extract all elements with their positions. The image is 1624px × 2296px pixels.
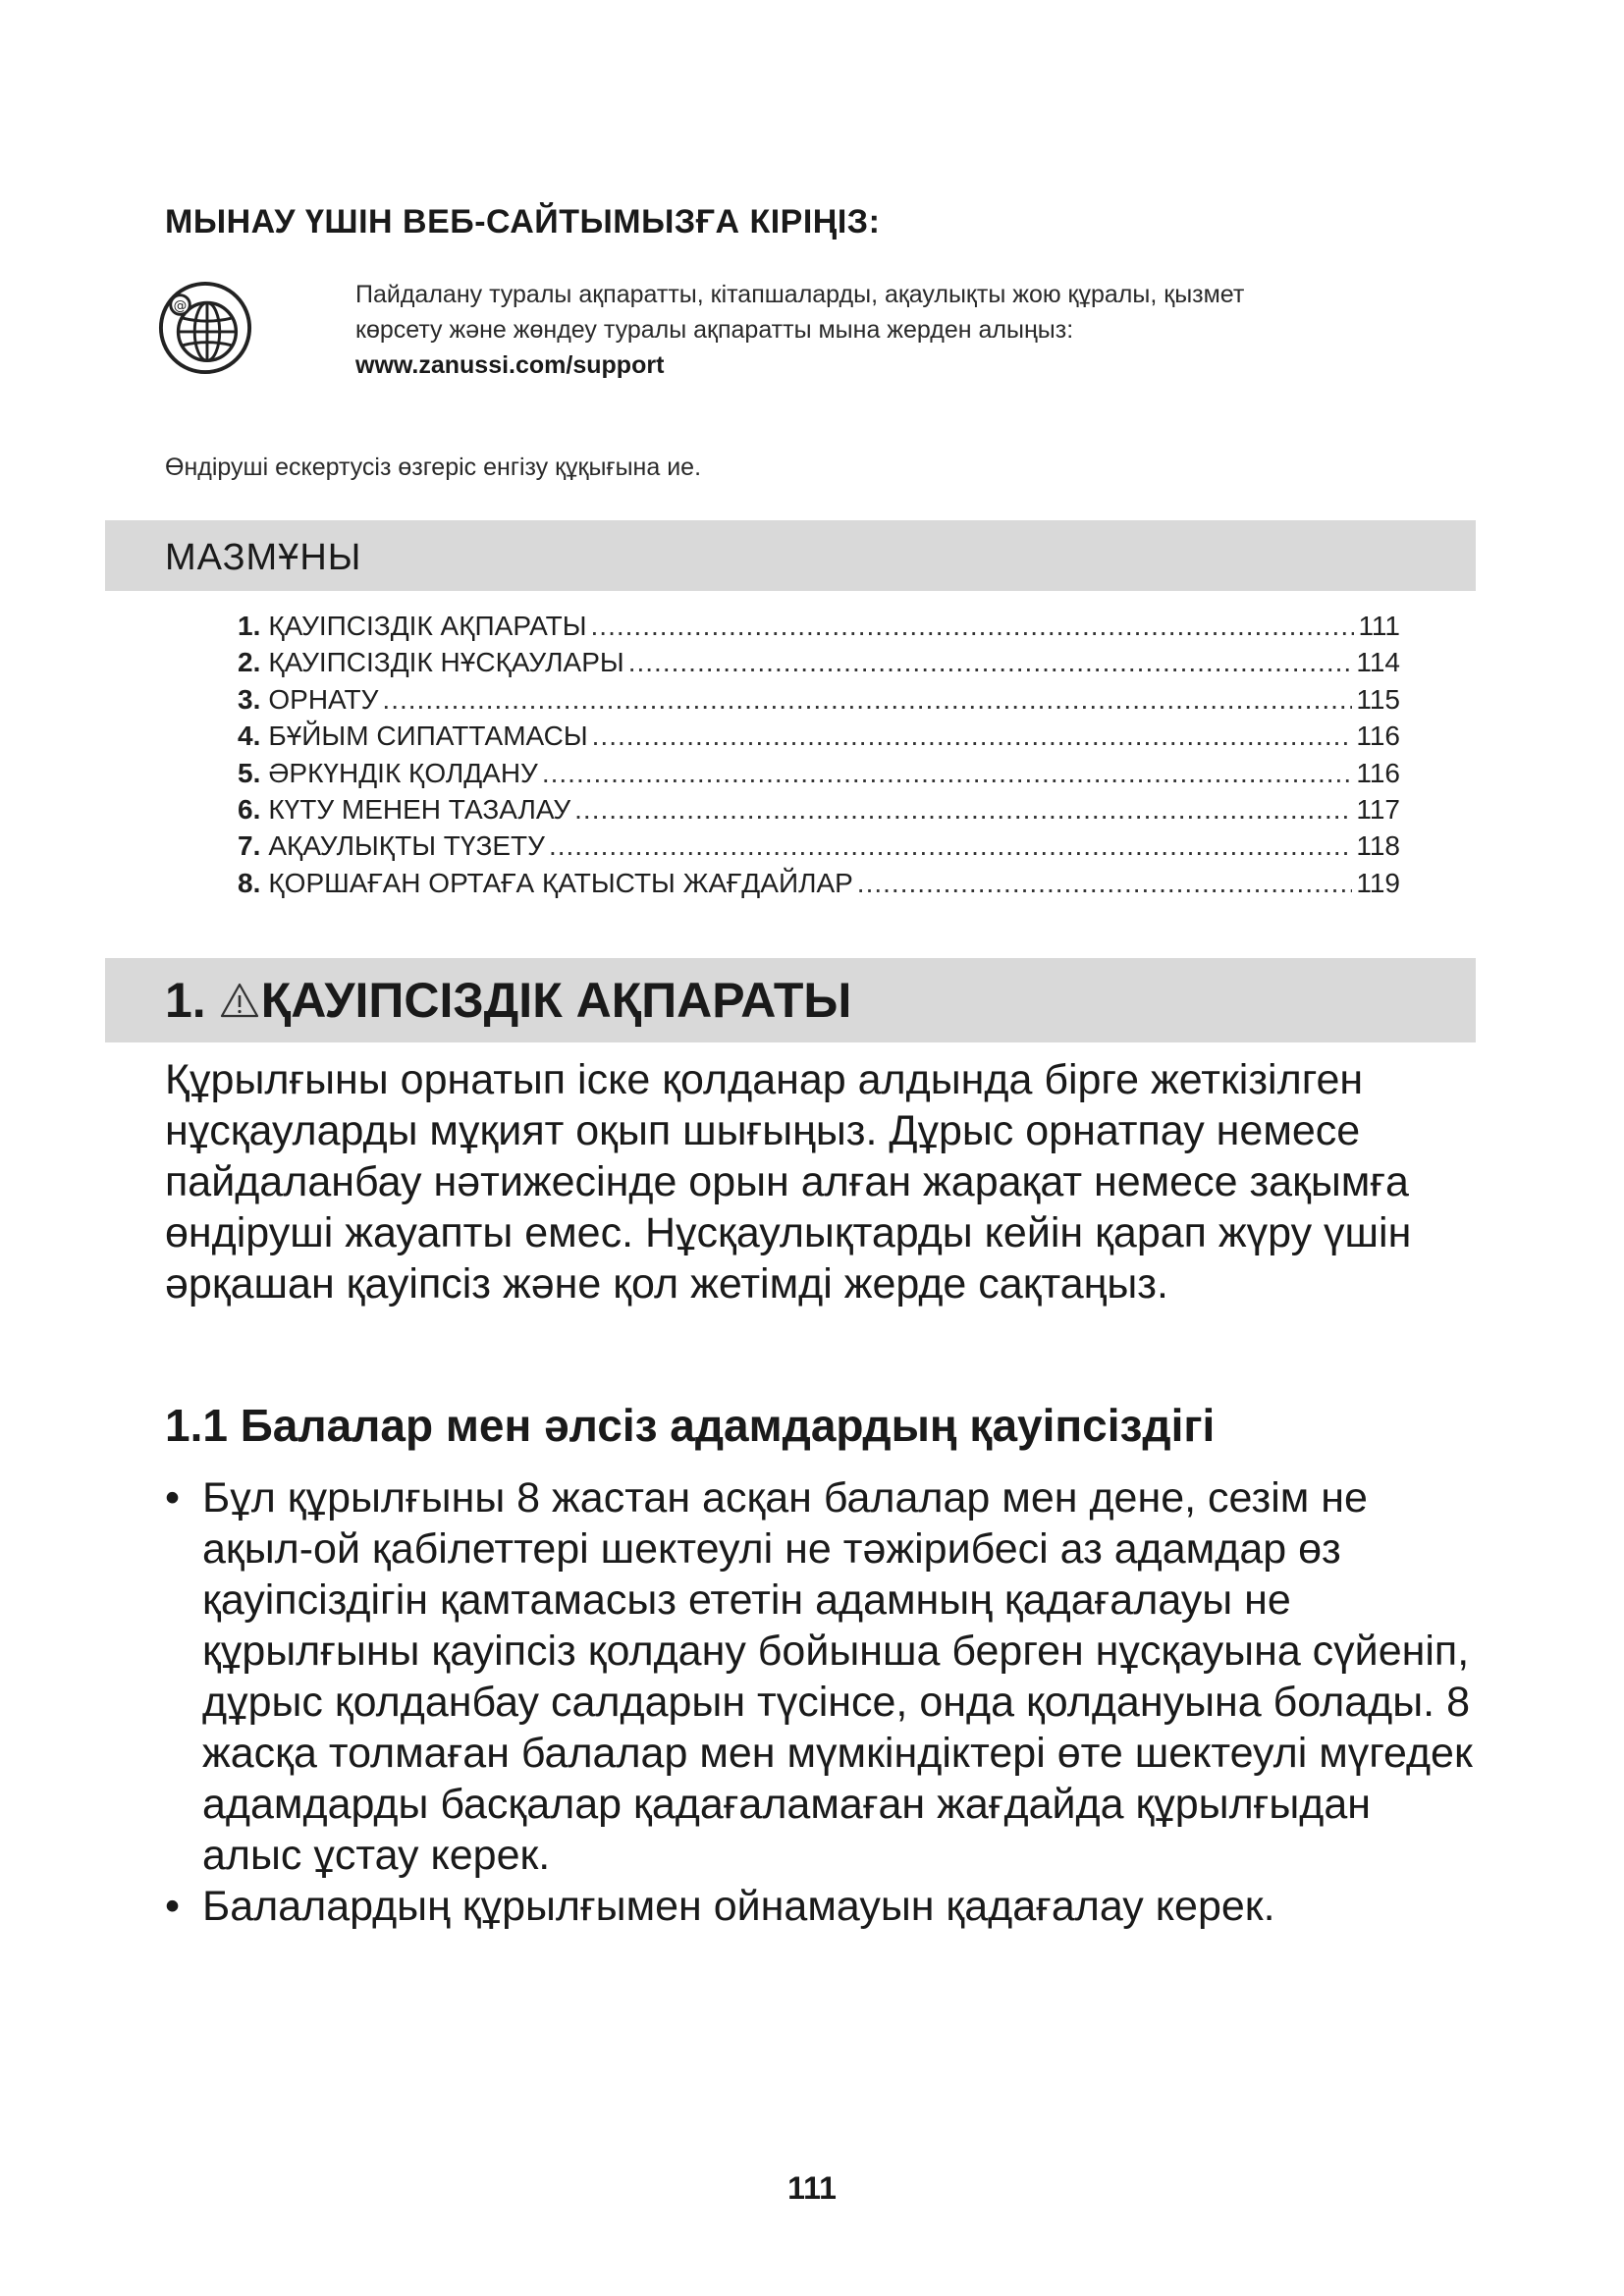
subsection-title: 1.1 Балалар мен әлсіз адамдардың қауіпсіздігі [165,1400,1216,1451]
toc-item-page: 115 [1356,683,1400,715]
toc-item-number: 8. [238,867,261,898]
toc-item-page: 116 [1356,757,1400,788]
visit-website-heading: МЫНАУ ҮШІН ВЕБ-САЙТЫМЫЗҒА КІРІҢІЗ: [165,203,881,240]
toc-item-label: ҚАУІПСІЗДІК НҰСҚАУЛАРЫ [268,647,624,678]
toc-item[interactable] [238,647,1400,683]
bullet-text: Балалардың құрылғымен ойнамауын қадағалау керек. [202,1883,1275,1930]
toc-item-label: ҚОРШАҒАН ОРТАҒА ҚАТЫСТЫ ЖАҒДАЙЛАР [268,867,853,898]
toc-item-number: 1. [238,611,261,641]
support-info-line: Пайдалану туралы ақпаратты, кітапшаларды, ақаулықты жою құралы, қызмет [355,281,1245,308]
toc-leader-dots [857,868,1353,899]
list-item [165,1881,1481,1932]
manufacturer-notice: Өндіруші ескертусіз өзгеріс енгізу құқығына ие. [165,454,702,481]
bullet-list [165,1472,1481,1932]
bullet-symbol: • [165,1474,181,1522]
toc-item-page: 119 [1356,867,1400,898]
globe-icon [157,280,253,376]
support-url-link[interactable]: www.zanussi.com/support [355,351,665,379]
list-item [165,1472,1481,1881]
section-title-text: ҚАУІПСІЗДІК АҚПАРАТЫ [260,973,852,1028]
support-info-line: көрсету және жөндеу туралы ақпаратты мына жерден алыңыз: [355,316,1074,344]
toc-item[interactable] [238,684,1400,721]
toc-item-page: 114 [1356,647,1400,678]
toc-item-number: 6. [238,793,261,825]
toc-leader-dots [542,758,1353,789]
toc-item-label: ОРНАТУ [268,683,379,715]
toc-item-number: 5. [238,757,261,788]
section-number: 1. [165,973,206,1028]
toc-leader-dots [592,721,1353,752]
toc-item-label: ҚАУІПСІЗДІК АҚПАРАТЫ [268,611,587,641]
toc-title: МАЗМҰНЫ [165,537,362,578]
toc-leader-dots [382,684,1352,716]
toc-item[interactable] [238,758,1400,794]
toc-item-number: 2. [238,647,261,678]
svg-text:@: @ [173,297,188,314]
support-info [355,277,1494,383]
toc-item-number: 7. [238,830,261,862]
toc-item-page: 118 [1356,830,1400,862]
toc-leader-dots [591,611,1355,642]
toc-leader-dots [628,647,1353,678]
toc-item-number: 3. [238,683,261,715]
toc-item-label: АҚАУЛЫҚТЫ ТҮЗЕТУ [268,830,545,862]
toc-item-label: БҰЙЫМ СИПАТТАМАСЫ [268,721,588,752]
bullet-text: Бұл құрылғыны 8 жастан асқан балалар мен дене, сезім не ақыл-ой қабілеттері шектеулі не тәжірибесі аз адамдар өз қауіпсіздігін қамтамасыз ететін адамның қадағалауы не құрылғыны қауіпсіз қолдану бойынша берген нұсқауына сүйеніп, дұрыс қолданбау салдарын түсінсе, онда қолдануына болады. 8 жасқа толмаған балалар мен мүмкіндіктері өте шектеулі мүгедек адамдарды басқалар қадағаламаған жағдайда құрылғыдан алыс ұстау керек. [202,1474,1473,1879]
toc-item-page: 117 [1356,793,1400,825]
section-title [165,972,851,1029]
intro-paragraph: Құрылғыны орнатып іске қолданар алдында бірге жеткізілген нұсқауларды мұқият оқып шығыңыз. Дұрыс орнатпау немесе пайдаланбау нәтижесінде орын алған жарақат немесе зақымға өндіруші жауапты емес. Нұсқаулықтарды кейін қарап жүру үшін әрқашан қауіпсіз және қол жетімді жерде сақтаңыз. [165,1056,1412,1308]
bullet-symbol: • [165,1883,181,1930]
toc-item-page: 116 [1356,721,1400,752]
toc-leader-dots [574,794,1352,826]
toc-item[interactable] [238,721,1400,757]
toc-item-label: КҮТУ МЕНЕН ТАЗАЛАУ [268,793,571,825]
toc-item[interactable] [238,794,1400,830]
toc-leader-dots [549,830,1352,862]
toc-item-label: ӘРКҮНДІК ҚОЛДАНУ [268,757,538,788]
toc-item[interactable] [238,868,1400,904]
warning-triangle-icon [220,983,259,1018]
toc-item[interactable] [238,830,1400,867]
table-of-contents [238,611,1400,904]
toc-item-number: 4. [238,721,261,752]
page-number: 111 [787,2170,837,2206]
toc-item-page: 111 [1358,611,1400,641]
toc-item[interactable] [238,611,1400,647]
